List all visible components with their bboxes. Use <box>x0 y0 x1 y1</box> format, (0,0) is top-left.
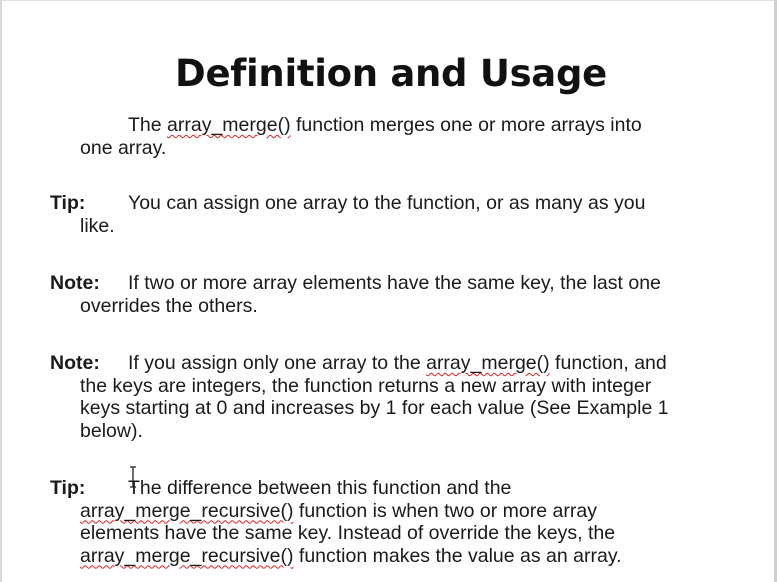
tip-paragraph-1 <box>50 192 740 237</box>
note-paragraph-2 <box>50 352 740 442</box>
intro-first-line <box>50 114 740 137</box>
slide-title: Definition and Usage <box>175 52 607 95</box>
tip2-c1-func: array_merge_recursive() <box>80 499 294 522</box>
tip1-label: Tip: <box>50 192 86 214</box>
note-paragraph-1 <box>50 272 740 317</box>
note2-first-line <box>50 352 740 375</box>
note2-post: function, and <box>549 352 667 374</box>
tip2-line1: The difference between this function and the <box>128 477 512 499</box>
tip2-cont-3 <box>50 545 740 568</box>
tip2-cont-1 <box>50 500 740 523</box>
intro-cont: one array. <box>80 136 167 159</box>
intro-paragraph <box>50 114 740 159</box>
tip2-c3-post: function makes the value as an array. <box>293 544 622 567</box>
tip2-first-line <box>50 477 740 500</box>
tip2-c3-func: array_merge_recursive() <box>80 544 294 567</box>
tip1-line1: You can assign one array to the function, or as many as you <box>128 192 646 214</box>
note1-first-line <box>50 272 740 295</box>
note1-cont: overrides the others. <box>80 294 258 317</box>
note2-pre: If you assign only one array to the <box>128 352 427 374</box>
tip-paragraph-2 <box>50 477 740 567</box>
tip2-label: Tip: <box>50 477 86 499</box>
tip2-cont-2: elements have the same key. Instead of override the keys, the <box>80 522 616 544</box>
intro-func: array_merge() <box>167 114 291 136</box>
tip2-c1-post: function is when two or more array <box>293 499 597 522</box>
note2-func: array_merge() <box>426 352 550 374</box>
note2-cont-3: below). <box>80 419 143 442</box>
note2-label: Note: <box>50 352 100 374</box>
text-cursor-icon <box>128 466 138 488</box>
note2-cont-1: the keys are integers, the function returns a new array with integer <box>80 374 652 397</box>
intro-pre: The <box>128 114 168 136</box>
note2-cont-2: keys starting at 0 and increases by 1 for each value (See Example 1 <box>80 397 669 419</box>
note1-line1: If two or more array elements have the same key, the last one <box>128 272 661 294</box>
intro-post: function merges one or more arrays into <box>290 114 642 136</box>
tip1-cont: like. <box>80 214 115 237</box>
window-top-edge <box>0 0 777 1</box>
note1-label: Note: <box>50 272 100 294</box>
tip1-first-line <box>50 192 740 215</box>
